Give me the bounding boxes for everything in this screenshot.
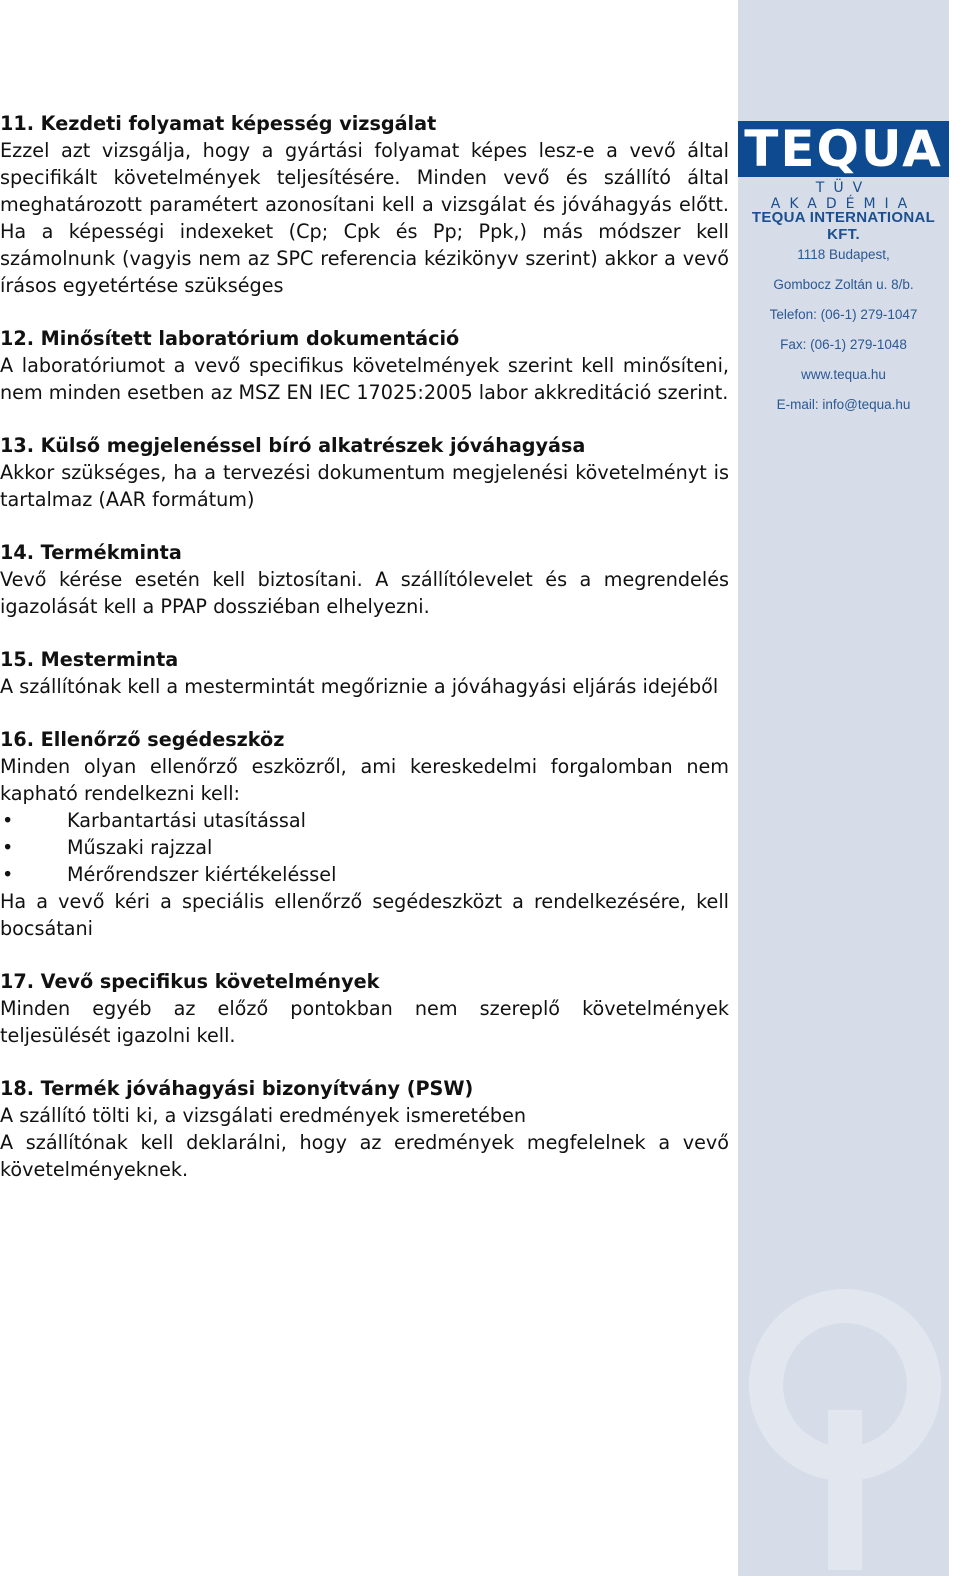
section-body: Minden egyéb az előző pontokban nem szereplő követelmények teljesülését igazolni kell. [0, 997, 729, 1047]
address-line-2: Gombocz Zoltán u. 8/b. [773, 277, 914, 292]
company-logo: TEQUA [744, 120, 943, 178]
section-12 [0, 325, 729, 406]
section-body: Vevő kérése esetén kell biztosítani. A szállítólevelet és a megrendelés igazolását kell a PPAP dossziéban elhelyezni. [0, 568, 729, 618]
list-item-text: Karbantartási utasítással [67, 809, 307, 832]
fax-number: Fax: (06-1) 279-1048 [780, 337, 907, 352]
section-title: 16. Ellenőrző segédeszköz [0, 728, 285, 751]
section-body: A szállító tölti ki, a vizsgálati eredmények ismeretében [0, 1104, 527, 1127]
section-outro: Ha a vevő kéri a speciális ellenőrző segédeszközt a rendelkezésére, kell bocsátani [0, 890, 729, 940]
section-body: Ezzel azt vizsgálja, hogy a gyártási folyamat képes lesz-e a vevő által specifikált követelmények teljesítésére. Minden vevő és szállító által meghatározott paramétert azonosítani kell a vizsgálat és jóváhagyás előtt. Ha a képességi indexeket (Cp; Cpk és Pp; Ppk,) más módszer kell számolnunk (vagyis nem az SPC referencia kézikönyv szerint) akkor a vevő írásos egyetértése szükséges [0, 139, 729, 297]
list-item-text: Műszaki rajzzal [67, 836, 213, 859]
section-title: 18. Termék jóváhagyási bizonyítvány (PSW) [0, 1077, 474, 1100]
section-body-2: A szállítónak kell deklarálni, hogy az eredmények megfelelnek a vevő követelményeknek. [0, 1131, 729, 1181]
bullet-icon: • [2, 809, 14, 832]
section-14 [0, 539, 729, 620]
section-intro: Minden olyan ellenőrző eszközről, ami kereskedelmi forgalomban nem kapható rendelkezni kell: [0, 755, 729, 805]
section-13 [0, 432, 729, 513]
bullet-icon: • [2, 836, 14, 859]
section-body: A szállítónak kell a mestermintát megőriznie a jóváhagyási eljárás idejéből [0, 675, 719, 698]
list-item [0, 834, 729, 861]
logo-tagline: TÜV AKADÉMIA [770, 180, 917, 212]
section-title: 13. Külső megjelenéssel bíró alkatrészek jóváhagyása [0, 434, 586, 457]
main-content [0, 110, 729, 1209]
section-17 [0, 968, 729, 1049]
section-body: A laboratóriumot a vevő specifikus követelmények szerint kell minősíteni, nem minden esetben az MSZ EN IEC 17025:2005 labor akkreditáció szerint. [0, 354, 729, 404]
list-item-text: Mérőrendszer kiértékeléssel [67, 863, 337, 886]
section-title: 14. Termékminta [0, 541, 182, 564]
email-link[interactable]: E-mail: info@tequa.hu [776, 397, 911, 412]
section-title: 17. Vevő specifikus követelmények [0, 970, 380, 993]
address-line-1: 1118 Budapest, [797, 247, 890, 262]
list-item [0, 807, 729, 834]
phone-number: Telefon: (06-1) 279-1047 [769, 307, 918, 322]
section-16 [0, 726, 729, 942]
section-body: Akkor szükséges, ha a tervezési dokumentum megjelenési követelményt is tartalmaz (AAR formátum) [0, 461, 729, 511]
company-sidebar [738, 0, 949, 1576]
website-link[interactable]: www.tequa.hu [801, 367, 886, 382]
contact-block [738, 240, 949, 420]
company-name: TEQUA INTERNATIONAL KFT. [751, 209, 936, 243]
bullet-list [0, 807, 729, 888]
section-title: 12. Minősített laboratórium dokumentáció [0, 327, 460, 350]
section-title: 11. Kezdeti folyamat képesség vizsgálat [0, 112, 437, 135]
section-18 [0, 1075, 729, 1183]
list-item [0, 861, 729, 888]
q-logo-watermark-icon [740, 1280, 949, 1570]
section-title: 15. Mesterminta [0, 648, 179, 671]
bullet-icon: • [2, 863, 14, 886]
section-15 [0, 646, 729, 700]
section-11 [0, 110, 729, 299]
